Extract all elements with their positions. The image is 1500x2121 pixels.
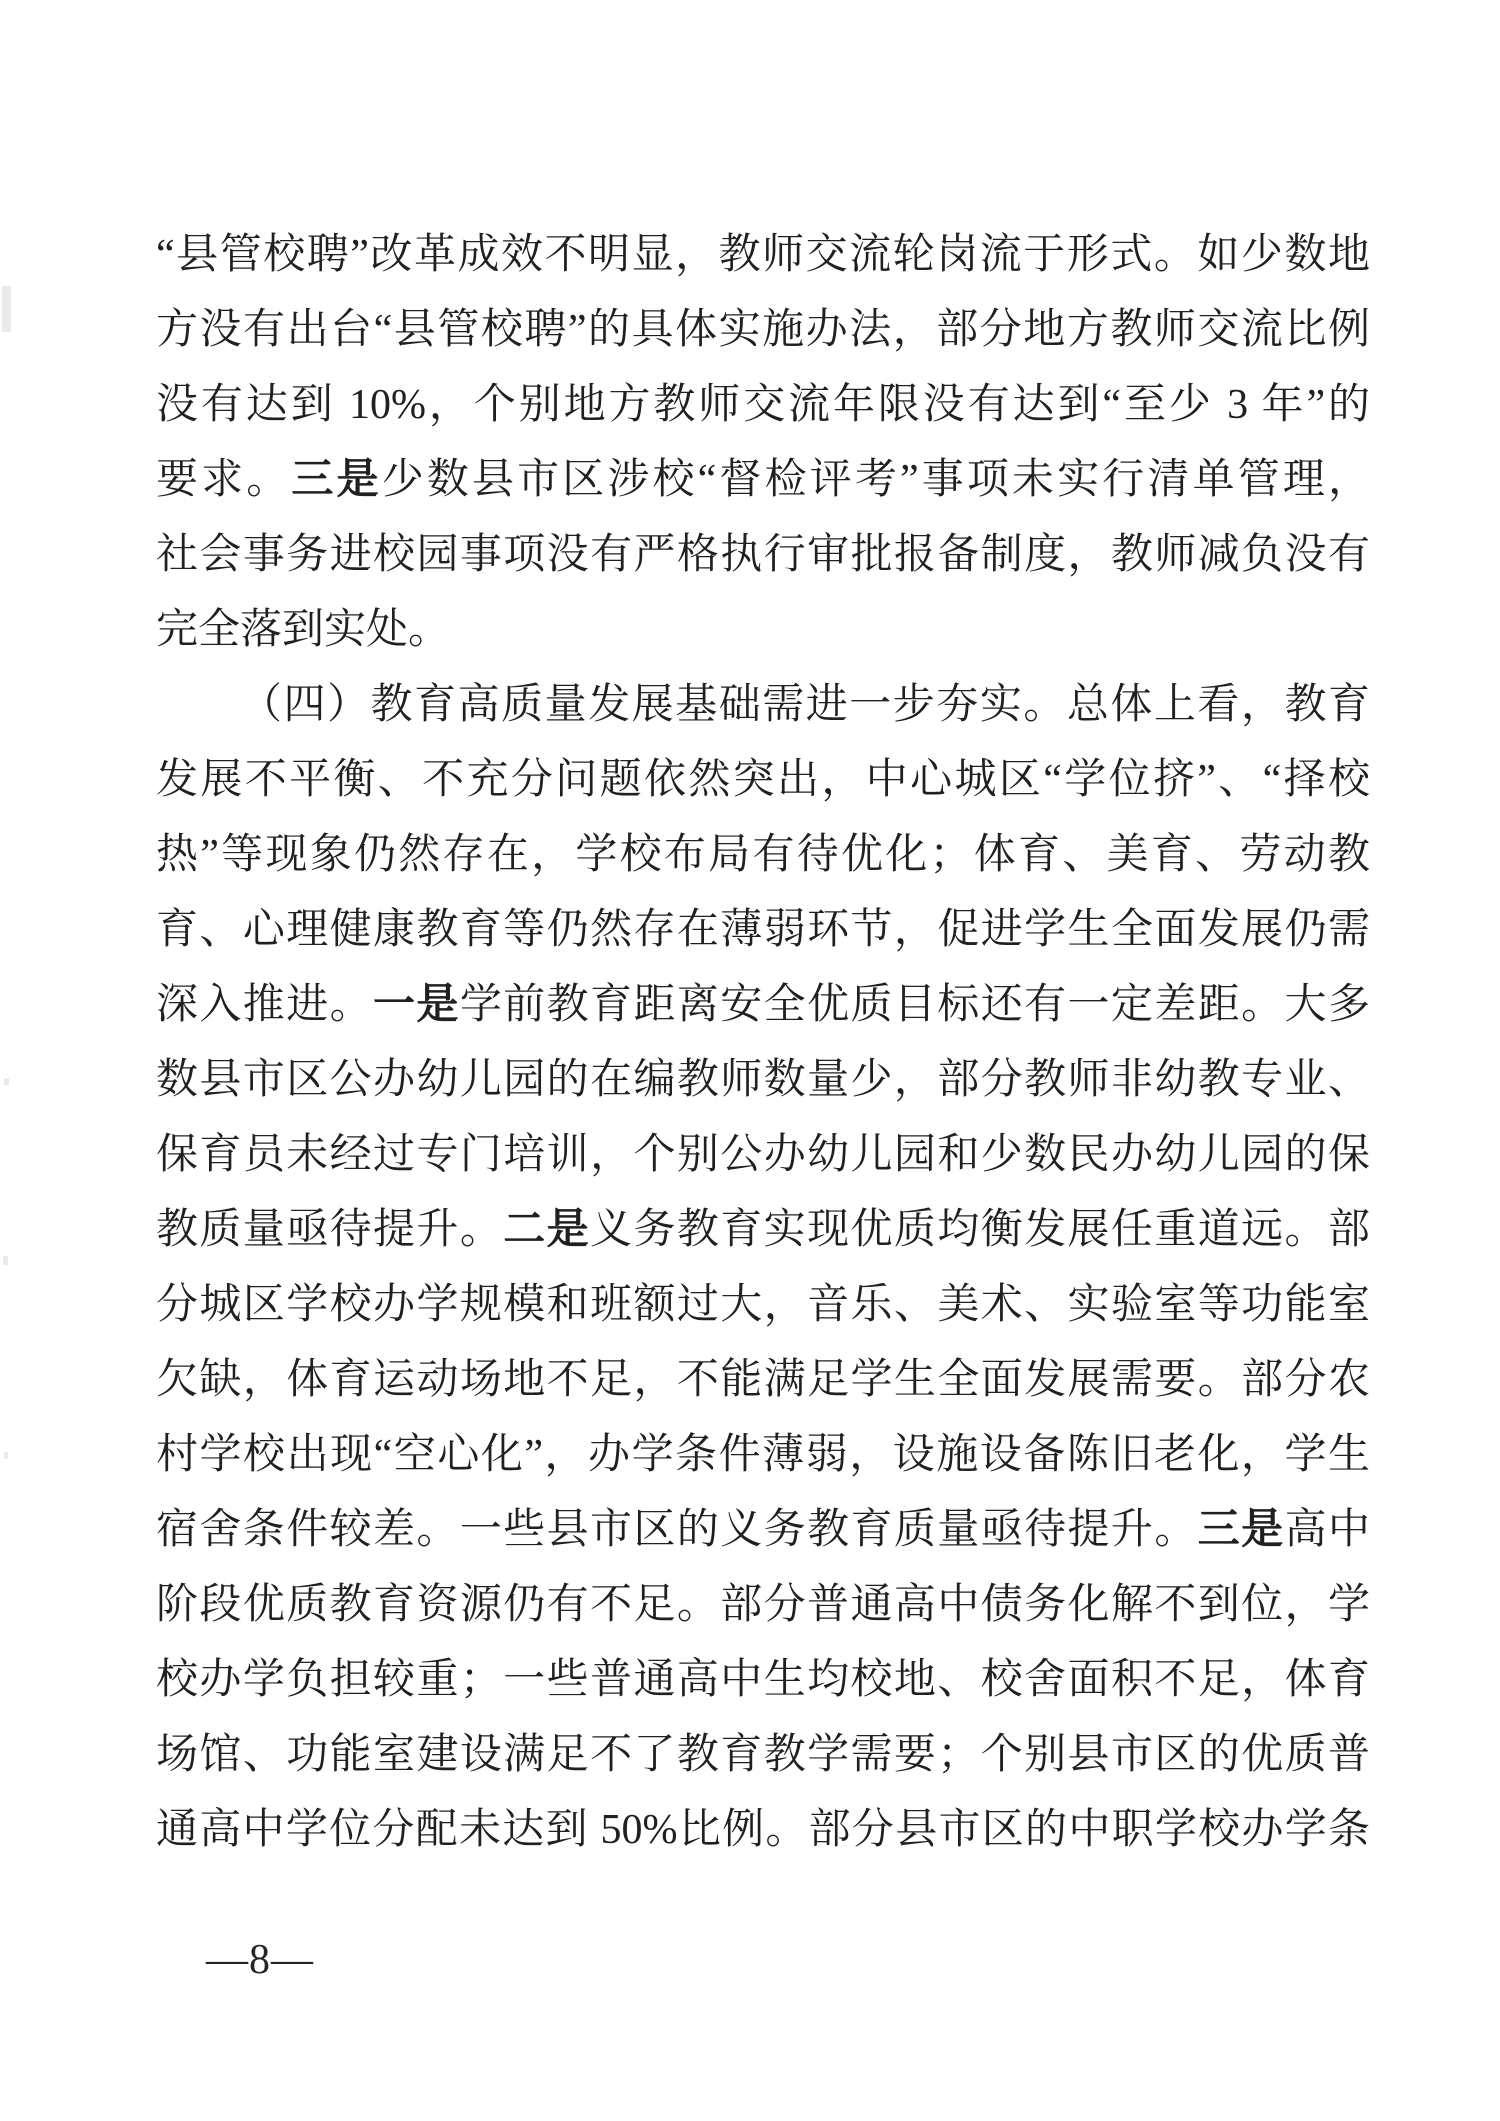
text-run: “县管校聘”改革成效不明显，教师交流轮岗流于形式。如少数地 [156, 232, 1370, 278]
text-run: 少数县市区涉校“督检评考”事项未实行清单管理， [381, 457, 1370, 503]
scan-noise-mark [2, 286, 11, 332]
text-line [156, 968, 1370, 1043]
text-run: 教质量亟待提升。 [156, 1207, 504, 1253]
text-run: 分城区学校办学规模和班额过大，音乐、美术、实验室等功能室 [156, 1282, 1370, 1328]
text-run: 没有达到 10%，个别地方教师交流年限没有达到“至少 3 年”的 [156, 382, 1370, 428]
text-line [156, 1793, 1370, 1868]
text-line [156, 1043, 1370, 1118]
bold-text-run: 一是 [373, 982, 460, 1028]
text-run: 欠缺，体育运动场地不足，不能满足学生全面发展需要。部分农 [156, 1357, 1370, 1403]
document-body [156, 218, 1370, 1868]
text-run: 热”等现象仍然存在，学校布局有待优化；体育、美育、劳动教 [156, 832, 1370, 878]
text-run: 村学校出现“空心化”，办学条件薄弱，设施设备陈旧老化，学生 [156, 1432, 1370, 1478]
text-line [156, 1418, 1370, 1493]
text-run: 要求。 [156, 457, 292, 503]
text-line [156, 518, 1370, 593]
text-run: 深入推进。 [156, 982, 374, 1028]
text-line [156, 443, 1370, 518]
text-line [156, 1268, 1370, 1343]
text-run: 育、心理健康教育等仍然存在薄弱环节，促进学生全面发展仍需 [156, 907, 1370, 953]
text-run: 校办学负担较重；一些普通高中生均校地、校舍面积不足，体育 [156, 1657, 1370, 1703]
text-line [156, 1193, 1370, 1268]
text-run: 通高中学位分配未达到 50%比例。部分县市区的中职学校办学条 [156, 1807, 1370, 1853]
text-line [156, 1718, 1370, 1793]
text-line [156, 1568, 1370, 1643]
text-run: 义务教育实现优质均衡发展任重道远。部 [590, 1207, 1370, 1253]
text-run: （四）教育高质量发展基础需进一步夯实。总体上看，教育 [240, 682, 1370, 728]
text-line [156, 668, 1370, 743]
text-run: 社会事务进校园事项没有严格执行审批报备制度，教师减负没有 [156, 532, 1370, 578]
text-line [156, 1343, 1370, 1418]
text-line [156, 593, 1370, 668]
text-run: 方没有出台“县管校聘”的具体实施办法，部分地方教师交流比例 [156, 307, 1370, 353]
text-run: 高中 [1284, 1507, 1370, 1553]
bold-text-run: 三是 [291, 457, 382, 503]
text-line [156, 1643, 1370, 1718]
text-run: 发展不平衡、不充分问题依然突出，中心城区“学位挤”、“择校 [156, 757, 1370, 803]
text-line [156, 818, 1370, 893]
text-line [156, 893, 1370, 968]
text-run: 数县市区公办幼儿园的在编教师数量少，部分教师非幼教专业、 [156, 1057, 1370, 1103]
text-run: 保育员未经过专门培训，个别公办幼儿园和少数民办幼儿园的保 [156, 1132, 1370, 1178]
page-number: —8— [206, 1937, 314, 1983]
text-line [156, 1493, 1370, 1568]
scan-noise-mark [4, 1078, 9, 1085]
text-line [156, 1118, 1370, 1193]
scan-noise-mark [4, 1452, 8, 1459]
bold-text-run: 三是 [1197, 1507, 1285, 1553]
text-line [156, 293, 1370, 368]
text-run: 阶段优质教育资源仍有不足。部分普通高中债务化解不到位，学 [156, 1582, 1370, 1628]
text-line [156, 743, 1370, 818]
text-run: 场馆、功能室建设满足不了教育教学需要；个别县市区的优质普 [156, 1732, 1370, 1778]
text-line [156, 218, 1370, 293]
text-run: 完全落到实处。 [156, 607, 451, 653]
text-line [156, 368, 1370, 443]
bold-text-run: 二是 [503, 1207, 591, 1253]
scan-noise-mark [3, 1256, 8, 1265]
text-run: 学前教育距离安全优质目标还有一定差距。大多 [459, 982, 1370, 1028]
text-run: 宿舍条件较差。一些县市区的义务教育质量亟待提升。 [156, 1507, 1198, 1553]
